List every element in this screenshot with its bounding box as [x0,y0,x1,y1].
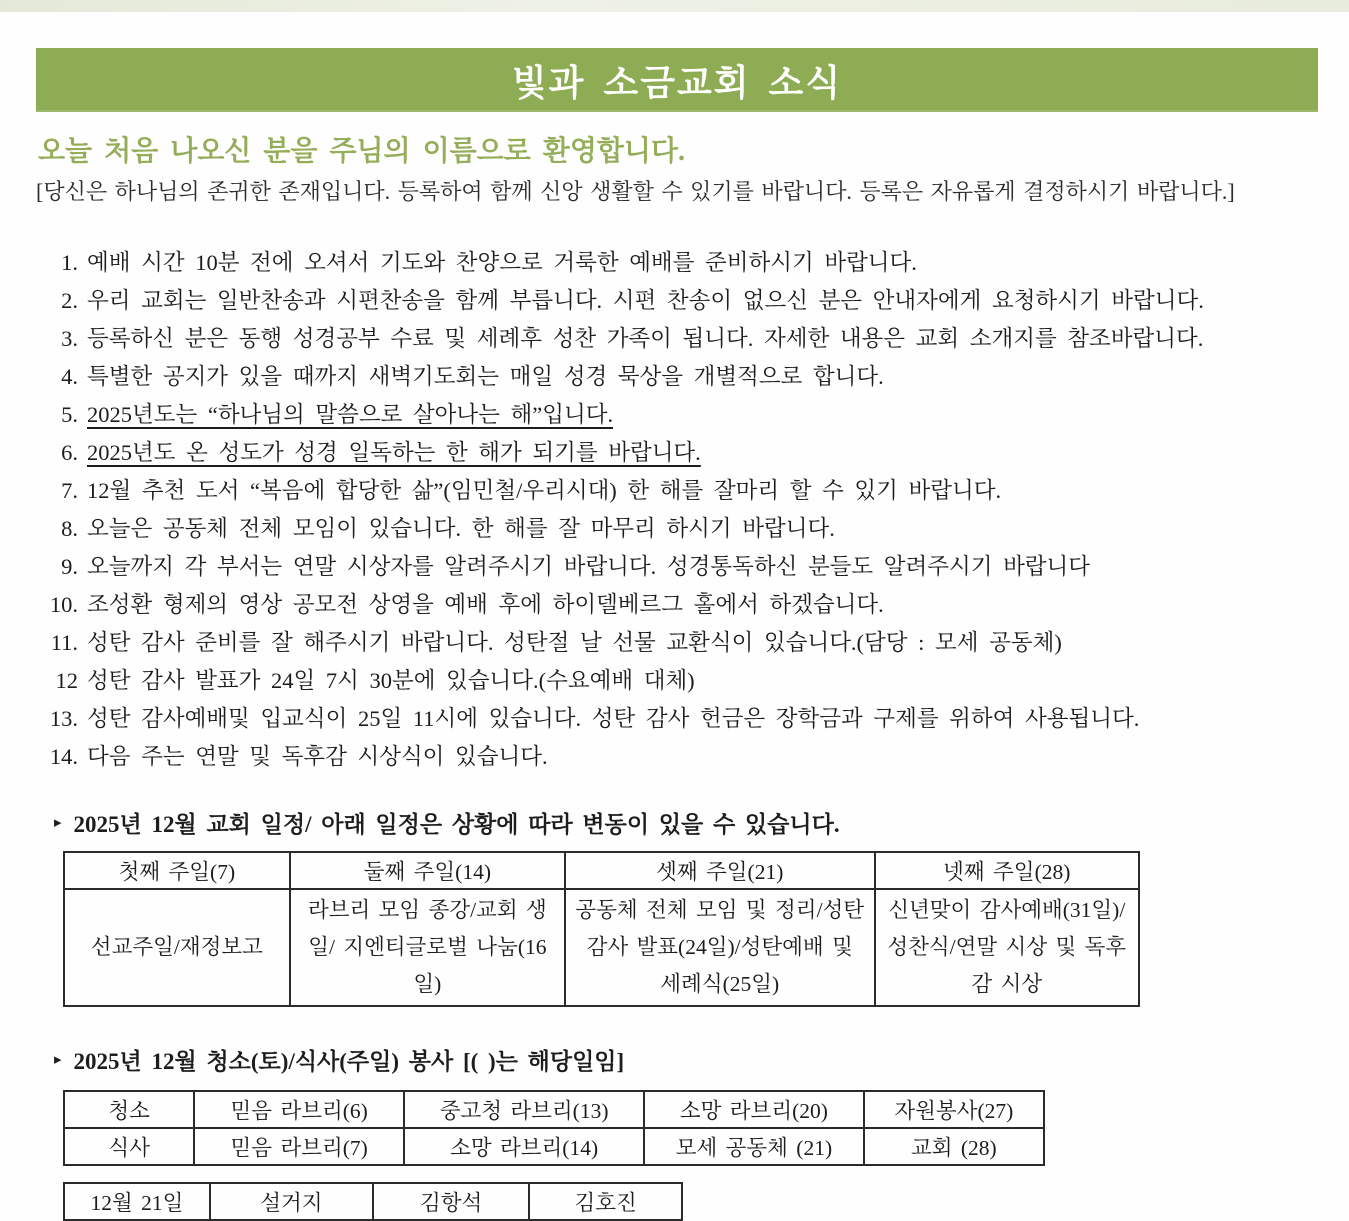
item-number: 7. [61,478,78,503]
announcement-item-13 [36,700,1318,738]
item-number: 8. [61,516,78,541]
announcement-item-9 [36,548,1318,586]
schedule-heading-text: 2025년 12월 교회 일정/ 아래 일정은 상황에 따라 변동이 있을 수 있습니다. [73,812,840,837]
cleaning-week4: 자원봉사(27) [864,1091,1044,1128]
item-text: 오늘은 공동체 전체 모임이 있습니다. 한 해를 잘 마무리 하시기 바랍니다. [87,516,835,541]
schedule-header-row [64,852,1139,889]
cleaning-week1: 믿음 라브리(6) [194,1091,404,1128]
item-text: 성탄 감사예배및 입교식이 25일 11시에 있습니다. 성탄 감사 헌금은 장학금과 구제를 위하여 사용됩니다. [87,706,1140,731]
announcement-item-6 [36,434,1318,472]
schedule-header-week1: 첫째 주일(7) [64,852,290,889]
meal-week4: 교회 (28) [864,1128,1044,1165]
announcement-item-4 [36,358,1318,396]
registration-note: [당신은 하나님의 존귀한 존재입니다. 등록하여 함께 신앙 생활할 수 있기를 바랍니다. 등록은 자유롭게 결정하시기 바랍니다.] [36,179,1235,204]
bulletin-page [0,48,1349,1221]
item-number: 5. [61,402,78,427]
announcement-item-2 [36,282,1318,320]
item-text: 특별한 공지가 있을 때까지 새벽기도회는 매일 성경 묵상을 개별적으로 합니다. [87,364,884,389]
dishwashing-table [63,1182,683,1221]
item-number: 9. [61,554,78,579]
announcement-item-10 [36,586,1318,624]
announcement-list [36,244,1318,776]
item-number: 6. [61,440,78,465]
service-table [63,1090,1045,1166]
welcome-headline: 오늘 처음 나오신 분을 주님의 이름으로 환영합니다. [38,136,686,167]
schedule-cell-week4: 신년맞이 감사예배(31일)/성찬식/연말 시상 및 독후감 시상 [875,889,1139,1006]
announcement-item-3 [36,320,1318,358]
item-text: 성탄 감사 발표가 24일 7시 30분에 있습니다.(수요예배 대체) [87,668,695,693]
dishwashing-duty: 설거지 [210,1183,373,1220]
schedule-header-week2: 둘째 주일(14) [290,852,565,889]
triangle-bullet-icon: ▸ [54,815,62,831]
meal-row [64,1128,1044,1165]
item-number: 4. [61,364,78,389]
dishwashing-person-2: 김호진 [529,1183,682,1220]
item-text: 2025년도 온 성도가 성경 일독하는 한 해가 되기를 바랍니다. [87,440,701,465]
item-number: 12 [55,668,78,693]
scan-edge-strip [0,0,1349,12]
item-text: 우리 교회는 일반찬송과 시편찬송을 함께 부릅니다. 시편 찬송이 없으신 분은 안내자에게 요청하시기 바랍니다. [87,288,1204,313]
meal-row-label: 식사 [64,1128,194,1165]
announcement-item-7 [36,472,1318,510]
item-text: 조성환 형제의 영상 공모전 상영을 예배 후에 하이델베르그 홀에서 하겠습니다. [87,592,884,617]
announcement-item-8 [36,510,1318,548]
item-number: 14. [49,744,78,769]
schedule-cell-week2: 라브리 모임 종강/교회 생일/ 지엔티글로벌 나눔(16일) [290,889,565,1006]
dishwashing-date: 12월 21일 [64,1183,210,1220]
page-title: 빛과 소금교회 소식 [511,61,843,103]
cleaning-week3: 소망 라브리(20) [644,1091,864,1128]
schedule-table [63,851,1140,1007]
schedule-section-heading [36,806,1318,839]
item-number: 2. [61,288,78,313]
item-number: 3. [61,326,78,351]
item-text: 오늘까지 각 부서는 연말 시상자를 알려주시기 바랍니다. 성경통독하신 분들도 알려주시기 바랍니다 [87,554,1091,579]
meal-week1: 믿음 라브리(7) [194,1128,404,1165]
dishwashing-person-1: 김항석 [373,1183,529,1220]
title-banner [36,48,1318,112]
meal-week2: 소망 라브리(14) [404,1128,644,1165]
announcement-item-11 [36,624,1318,662]
schedule-cell-week1: 선교주일/재정보고 [64,889,290,1006]
cleaning-week2: 중고청 라브리(13) [404,1091,644,1128]
service-heading-text: 2025년 12월 청소(토)/식사(주일) 봉사 [( )는 해당일임] [73,1049,625,1074]
announcement-item-12 [36,662,1318,700]
announcement-item-14 [36,738,1318,776]
schedule-body-row [64,889,1139,1006]
schedule-header-week4: 넷째 주일(28) [875,852,1139,889]
item-text: 다음 주는 연말 및 독후감 시상식이 있습니다. [87,744,548,769]
item-number: 11. [50,630,78,655]
dishwashing-row [64,1183,682,1220]
item-text: 12월 추천 도서 “복음에 합당한 삶”(임민철/우리시대) 한 해를 잘마리 할 수 있기 바랍니다. [87,478,1002,503]
service-section-heading [36,1043,1318,1076]
item-text: 예배 시간 10분 전에 오셔서 기도와 찬양으로 거룩한 예배를 준비하시기 바랍니다. [87,250,917,275]
announcement-item-5 [36,396,1318,434]
item-number: 13. [49,706,78,731]
item-text: 2025년도는 “하나님의 말씀으로 살아나는 해”입니다. [87,402,614,427]
item-text: 등록하신 분은 동행 성경공부 수료 및 세례후 성찬 가족이 됩니다. 자세한 내용은 교회 소개지를 참조바랍니다. [87,326,1204,351]
meal-week3: 모세 공동체 (21) [644,1128,864,1165]
schedule-header-week3: 셋째 주일(21) [565,852,875,889]
item-text: 성탄 감사 준비를 잘 해주시기 바랍니다. 성탄절 날 선물 교환식이 있습니다.(담당 : 모세 공동체) [87,630,1062,655]
item-number: 10. [49,592,78,617]
item-number: 1. [61,250,78,275]
cleaning-row [64,1091,1044,1128]
schedule-cell-week3: 공동체 전체 모임 및 정리/성탄 감사 발표(24일)/성탄예배 및 세례식(25일) [565,889,875,1006]
triangle-bullet-icon: ▸ [54,1052,62,1068]
cleaning-row-label: 청소 [64,1091,194,1128]
announcement-item-1 [36,244,1318,282]
